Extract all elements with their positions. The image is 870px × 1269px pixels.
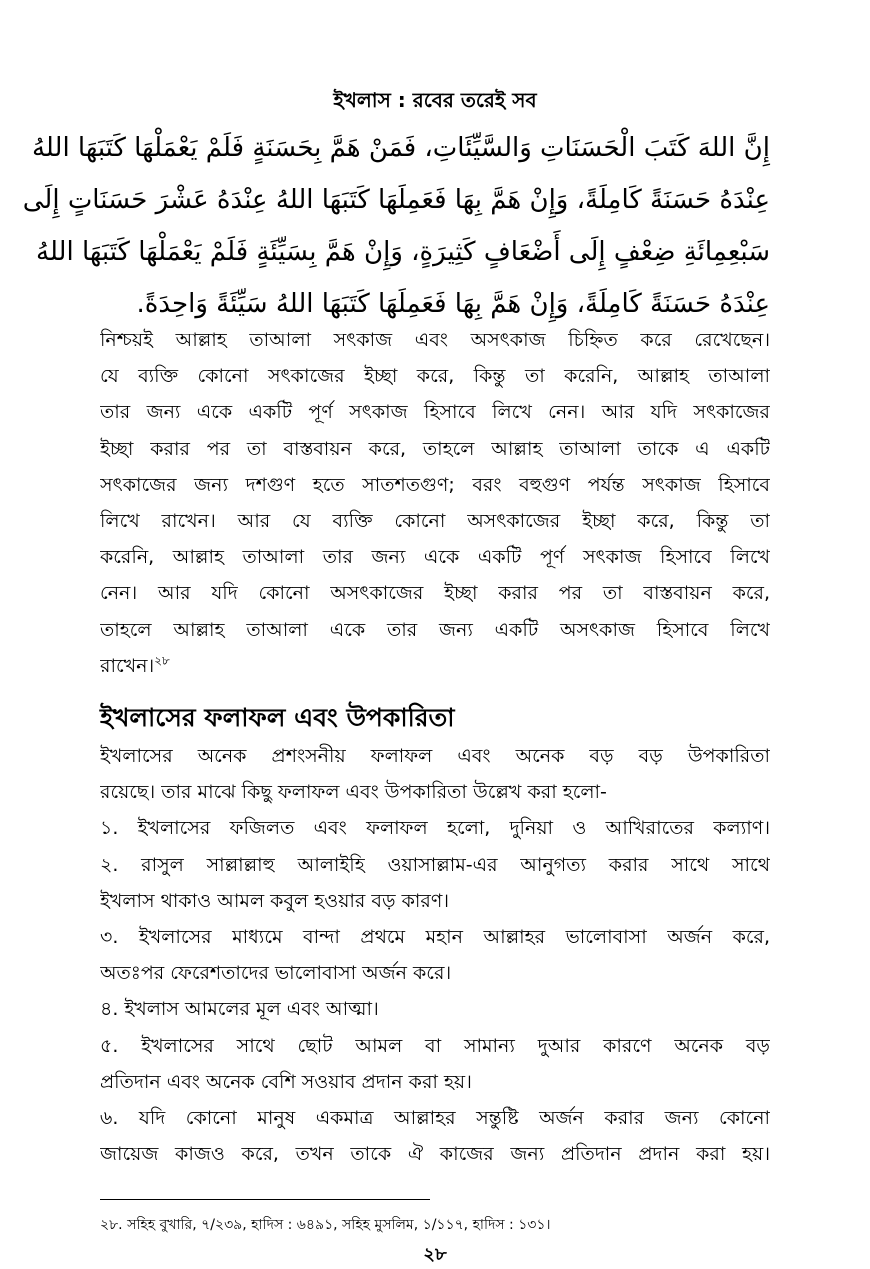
benefit-line: ইখলাসের অনেক প্রশংসনীয় ফলাফল এবং অনেক বড় বড় উপকারিতা <box>100 745 770 767</box>
translation-line: নিশ্চয়ই আল্লাহ তাআলা সৎকাজ এবং অসৎকাজ চিহ্নিত করে রেখেছেন। <box>100 329 770 351</box>
benefit-line: অতঃপর ফেরেশতাদের ভালোবাসা অর্জন করে। <box>100 962 452 985</box>
translation-line: ইচ্ছা করার পর তা বাস্তবায়ন করে, তাহলে আল্লাহ তাআলা তাকে এ একটি <box>100 437 770 460</box>
arabic-hadith-line: عِنْدَهُ حَسَنَةً كَامِلَةً، وَإِنْ هَمَّ بِهَا فَعَمِلَهَا كَتَبَهَا اللهُ سَيِّئَةً وَاحِدَةً. <box>136 289 770 319</box>
arabic-hadith-line: إِنَّ اللهَ كَتَبَ الْحَسَنَاتِ وَالسَّيِّئَاتِ، فَمَنْ هَمَّ بِحَسَنَةٍ فَلَمْ يَعْمَلْهَا كَتَبَهَا اللهُ <box>31 133 770 163</box>
translation-line: সৎকাজের জন্য দশগুণ হতে সাতশতগুণ; বরং বহুগুণ পর্যন্ত সৎকাজ হিসাবে <box>100 473 770 496</box>
running-header: ইখলাস : রবের তরেই সব <box>333 88 537 112</box>
hadith-translation <box>100 322 770 684</box>
page-number: ২৮ <box>423 1244 447 1265</box>
footnote-reference[interactable]: ২৮ <box>154 653 170 668</box>
benefit-line: ১. ইখলাসের ফজিলত এবং ফলাফল হলো, দুনিয়া ও আখিরাতের কল্যাণ। <box>100 817 770 840</box>
footnote: ২৮. সহিহ বুখারি, ৭/২৩৯, হাদিস : ৬৪৯১, সহিহ মুসলিম, ১/১১৭, হাদিস : ১৩১। <box>100 1217 551 1233</box>
benefit-line: ৩. ইখলাসের মাধ্যমে বান্দা প্রথমে মহান আল্লাহর ভালোবাসা অর্জন করে, <box>100 925 770 948</box>
translation-line: করেনি, আল্লাহ তাআলা তার জন্য একে একটি পূর্ণ সৎকাজ হিসাবে লিখে <box>100 546 770 569</box>
translation-line: নেন। আর যদি কোনো অসৎকাজের ইচ্ছা করার পর তা বাস্তবায়ন করে, <box>100 582 770 605</box>
translation-last-line <box>100 648 770 684</box>
benefits-list <box>100 738 770 1172</box>
translation-line: তার জন্য একে একটি পূর্ণ সৎকাজ হিসাবে লিখে নেন। আর যদি সৎকাজের <box>100 401 770 424</box>
section-heading: ইখলাসের ফলাফল এবং উপকারিতা <box>100 703 455 732</box>
benefit-line: ৬. যদি কোনো মানুষ একমাত্র আল্লাহর সন্তুষ্টি অর্জন করার জন্য কোনো <box>100 1106 770 1129</box>
arabic-hadith-line: عِنْدَهُ حَسَنَةً كَامِلَةً، وَإِنْ هَمَّ بِهَا فَعَمِلَهَا كَتَبَهَا اللهُ عِنْدَهُ عَشْرَ حَسَنَاتٍ إِلَى <box>22 185 770 215</box>
arabic-hadith-line: سَبْعِمِائَةِ ضِعْفٍ إِلَى أَضْعَافٍ كَثِيرَةٍ، وَإِنْ هَمَّ بِسَيِّئَةٍ فَلَمْ يَعْمَلْهَا كَتَبَهَا اللهُ <box>36 237 770 267</box>
benefit-line: ২. রাসুল সাল্লাল্লাহু আলাইহি ওয়াসাল্লাম-এর আনুগত্য করার সাথে সাথে <box>100 853 770 876</box>
benefit-line: প্রতিদান এবং অনেক বেশি সওয়াব প্রদান করা হয়। <box>100 1070 472 1093</box>
benefit-line: ৪. ইখলাস আমলের মূল এবং আত্মা। <box>100 998 379 1021</box>
translation-line: লিখে রাখেন। আর যে ব্যক্তি কোনো অসৎকাজের ইচ্ছা করে, কিন্তু তা <box>100 509 770 532</box>
book-page <box>22 0 770 1269</box>
arabic-hadith <box>22 122 770 330</box>
benefit-line: ৫. ইখলাসের সাথে ছোট আমল বা সামান্য দুআর কারণে অনেক বড় <box>100 1034 770 1057</box>
benefit-line: রয়েছে। তার মাঝে কিছু ফলাফল এবং উপকারিতা উল্লেখ করা হলো- <box>100 781 607 804</box>
translation-line: তাহলে আল্লাহ তাআলা একে তার জন্য একটি অসৎকাজ হিসাবে লিখে <box>100 618 770 641</box>
translation-line-text: রাখেন। <box>100 654 155 677</box>
benefit-line: জায়েজ কাজও করে, তখন তাকে ঐ কাজের জন্য প্রতিদান প্রদান করা হয়। <box>100 1143 770 1166</box>
footnote-divider <box>100 1199 430 1200</box>
benefit-line: ইখলাস থাকাও আমল কবুল হওয়ার বড় কারণ। <box>100 889 450 912</box>
translation-line: যে ব্যক্তি কোনো সৎকাজের ইচ্ছা করে, কিন্তু তা করেনি, আল্লাহ তাআলা <box>100 365 770 388</box>
